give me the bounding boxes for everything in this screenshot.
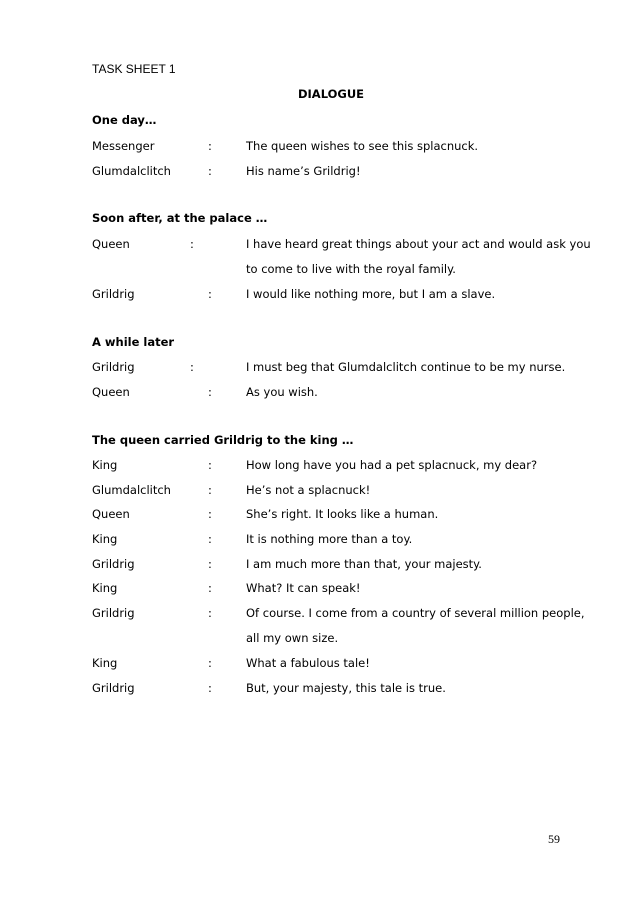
dialogue-text-continuation: to come to live with the royal family. bbox=[246, 262, 456, 276]
task-sheet-label: TASK SHEET 1 bbox=[92, 62, 176, 76]
dialogue-text: What? It can speak! bbox=[246, 581, 361, 595]
dialogue-text: It is nothing more than a toy. bbox=[246, 532, 413, 546]
dialogue-speaker: Grildrig bbox=[92, 557, 135, 571]
dialogue-text: The queen wishes to see this splacnuck. bbox=[246, 139, 479, 153]
dialogue-colon: : bbox=[208, 606, 212, 620]
dialogue-speaker: Queen bbox=[92, 507, 130, 521]
scene-heading: The queen carried Grildrig to the king … bbox=[92, 433, 354, 447]
dialogue-speaker: Grildrig bbox=[92, 360, 135, 374]
dialogue-text: As you wish. bbox=[246, 385, 318, 399]
dialogue-colon: : bbox=[208, 507, 212, 521]
dialogue-speaker: Messenger bbox=[92, 139, 155, 153]
dialogue-speaker: Grildrig bbox=[92, 287, 135, 301]
dialogue-speaker: Grildrig bbox=[92, 606, 135, 620]
dialogue-text: But, your majesty, this tale is true. bbox=[246, 681, 446, 695]
dialogue-colon: : bbox=[190, 237, 194, 251]
page-number: 59 bbox=[548, 832, 560, 846]
dialogue-colon: : bbox=[208, 287, 212, 301]
dialogue-speaker: Queen bbox=[92, 237, 130, 251]
dialogue-text-continuation: all my own size. bbox=[246, 631, 339, 645]
dialogue-speaker: King bbox=[92, 458, 118, 472]
dialogue-text: I would like nothing more, but I am a slave. bbox=[246, 287, 496, 301]
dialogue-colon: : bbox=[208, 385, 212, 399]
dialogue-text: What a fabulous tale! bbox=[246, 656, 370, 670]
dialogue-colon: : bbox=[208, 532, 212, 546]
dialogue-speaker: King bbox=[92, 581, 118, 595]
dialogue-text: I have heard great things about your act and would ask you bbox=[246, 237, 591, 251]
scene-heading: One day… bbox=[92, 113, 157, 127]
dialogue-text: I must beg that Glumdalclitch continue to be my nurse. bbox=[246, 360, 566, 374]
page-title: DIALOGUE bbox=[297, 87, 365, 101]
dialogue-speaker: Grildrig bbox=[92, 681, 135, 695]
scene-heading: Soon after, at the palace … bbox=[92, 211, 268, 225]
dialogue-colon: : bbox=[208, 656, 212, 670]
dialogue-text: How long have you had a pet splacnuck, my dear? bbox=[246, 458, 538, 472]
dialogue-speaker: Queen bbox=[92, 385, 130, 399]
dialogue-speaker: Glumdalclitch bbox=[92, 483, 171, 497]
dialogue-speaker: King bbox=[92, 532, 118, 546]
dialogue-text: Of course. I come from a country of several million people, bbox=[246, 606, 585, 620]
dialogue-speaker: Glumdalclitch bbox=[92, 164, 171, 178]
dialogue-text: I am much more than that, your majesty. bbox=[246, 557, 482, 571]
dialogue-colon: : bbox=[190, 360, 194, 374]
dialogue-colon: : bbox=[208, 681, 212, 695]
dialogue-colon: : bbox=[208, 581, 212, 595]
dialogue-colon: : bbox=[208, 557, 212, 571]
dialogue-text: She’s right. It looks like a human. bbox=[246, 507, 439, 521]
dialogue-text: He’s not a splacnuck! bbox=[246, 483, 371, 497]
dialogue-text: His name’s Grildrig! bbox=[246, 164, 361, 178]
dialogue-colon: : bbox=[208, 139, 212, 153]
dialogue-colon: : bbox=[208, 458, 212, 472]
dialogue-colon: : bbox=[208, 483, 212, 497]
scene-heading: A while later bbox=[92, 335, 175, 349]
dialogue-speaker: King bbox=[92, 656, 118, 670]
dialogue-colon: : bbox=[208, 164, 212, 178]
